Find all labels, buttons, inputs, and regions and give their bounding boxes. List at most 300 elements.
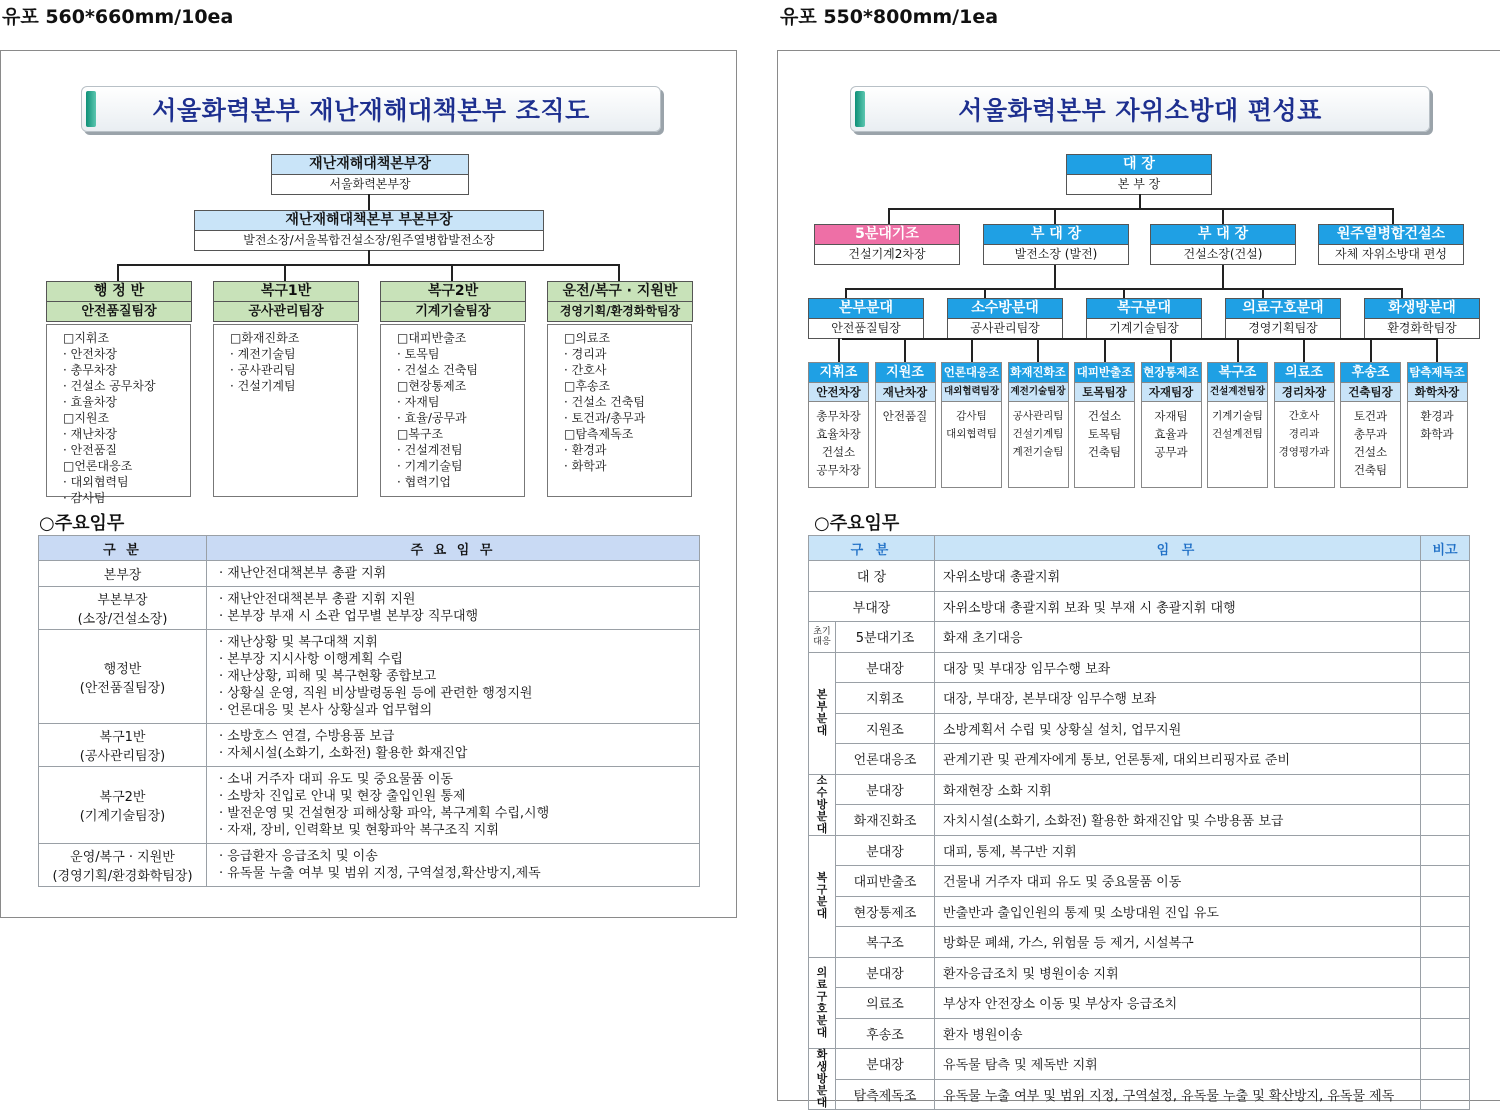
level3-title: 본부분대 — [809, 299, 923, 319]
duties-title: ○주요임무 — [814, 513, 900, 534]
team-list — [547, 324, 692, 497]
row-role: 대피반출조 — [836, 866, 935, 897]
unit-title: 후송조 — [1341, 363, 1400, 382]
row-category — [39, 767, 207, 844]
row-duty: 유독물 탐측 및 제독반 지휘 — [935, 1049, 1421, 1080]
list-item: · 총무차장 — [63, 363, 117, 377]
duty-line: · 발전운영 및 건설현장 피해상황 파악, 복구계획 수립,시행 — [219, 806, 550, 821]
level3-title: 복구분대 — [1087, 299, 1201, 319]
group-char: 대 — [816, 724, 828, 737]
list-item: □의료조 — [564, 331, 611, 345]
member-line: 건축팀 — [1087, 445, 1122, 459]
unit-members — [1275, 402, 1334, 461]
duty-line: · 소방차 진입로 안내 및 현장 출입인원 통제 — [219, 789, 466, 804]
group-char: 생 — [816, 1060, 828, 1073]
member-line: 효율과 — [1154, 427, 1188, 441]
table-row — [39, 767, 700, 844]
level2-box — [814, 224, 960, 265]
row-role: 복구조 — [836, 927, 935, 958]
group-char: 부 — [816, 700, 828, 713]
column-header: 구 분 — [39, 536, 207, 561]
table-row — [809, 683, 1470, 714]
list-item: · 효율차장 — [63, 395, 117, 409]
table-row — [809, 1049, 1470, 1080]
group-char: 구 — [816, 883, 828, 896]
list-item: · 경리과 — [564, 347, 607, 361]
connector — [971, 338, 973, 362]
group-label — [809, 774, 836, 835]
duty-line: · 유독물 누출 여부 및 범위 지정, 구역설정,확산방지,제독 — [219, 866, 541, 881]
connector — [904, 338, 906, 362]
row-note — [1421, 866, 1470, 897]
connector — [1436, 338, 1438, 362]
group-char: 의 — [816, 965, 828, 979]
row-note — [1421, 1018, 1470, 1049]
row-note — [1421, 805, 1470, 836]
group-label — [809, 652, 836, 774]
level2-sub: 발전소장 (발전) — [1014, 247, 1098, 261]
unit-card — [1340, 362, 1401, 488]
level3-title: 의료구호분대 — [1226, 299, 1340, 319]
row-category — [39, 630, 207, 724]
list-item: □탐측제독조 — [564, 427, 634, 441]
row-duty: 화재 초기대응 — [935, 622, 1421, 653]
connector — [618, 264, 620, 281]
list-item: · 안전차장 — [63, 347, 117, 361]
row-duty: 자위소방대 총괄지휘 — [935, 561, 1421, 592]
unit-leader: 건축팀장 — [1341, 382, 1400, 402]
rchief-title: 대 장 — [1067, 155, 1211, 175]
list-item: · 화학과 — [564, 459, 607, 473]
member-line: 토목팀 — [1087, 427, 1122, 441]
level2-sub: 건설소장(건설) — [1183, 247, 1263, 261]
right-caption: 유포 550*800mm/1ea — [780, 6, 999, 28]
unit-members — [876, 402, 935, 425]
member-line: 건설소 — [1353, 445, 1388, 459]
column-header: 비고 — [1421, 536, 1470, 561]
member-line: 화학과 — [1420, 427, 1454, 441]
level3-title: 화생방분대 — [1365, 299, 1479, 319]
row-duties — [207, 767, 700, 844]
table-row — [809, 561, 1470, 592]
connector — [1170, 338, 1172, 362]
table-row — [809, 805, 1470, 836]
list-item: · 안전품질 — [63, 443, 117, 457]
group-char: 소 — [816, 773, 828, 787]
banner-accent — [86, 91, 96, 127]
connector — [368, 194, 370, 210]
unit-leader: 건설계전팀장 — [1208, 382, 1267, 402]
team-box — [380, 281, 526, 322]
group-char: 분 — [816, 1084, 828, 1097]
connector — [842, 338, 1438, 340]
row-role: 탐측제독조 — [836, 1079, 935, 1110]
category-line: (기계기술팀장) — [79, 809, 166, 824]
level3-box — [1086, 298, 1202, 339]
row-role: 지원조 — [836, 713, 935, 744]
group-label — [809, 622, 836, 653]
unit-title: 의료조 — [1275, 363, 1334, 382]
list-item: · 토건과/총무과 — [564, 411, 646, 425]
connector — [1104, 338, 1106, 362]
member-line: 공무과 — [1154, 445, 1188, 459]
deputy-box — [194, 210, 544, 251]
deputy-title: 재난재해대책본부 부본부장 — [195, 211, 543, 231]
member-line: 공무차장 — [816, 463, 861, 477]
unit-card — [1274, 362, 1335, 488]
row-duty: 부상자 안전장소 이동 및 부상자 응급조치 — [935, 988, 1421, 1019]
unit-members — [1009, 402, 1068, 461]
table-row — [39, 587, 700, 630]
row-duty: 방화문 폐쇄, 가스, 위험물 등 제거, 시설복구 — [935, 927, 1421, 958]
row-duties — [207, 844, 700, 887]
group-char: 분 — [816, 895, 828, 908]
group-char: 분 — [816, 1013, 828, 1027]
group-char: 대 — [816, 907, 828, 920]
level2-title: 5분대기조 — [815, 225, 959, 245]
row-duties — [207, 587, 700, 630]
unit-leader: 계전기술팀장 — [1009, 382, 1068, 402]
unit-members — [1208, 402, 1267, 443]
row-note — [1421, 1049, 1470, 1080]
list-item: □후송조 — [564, 379, 611, 393]
row-role: 부대장 — [809, 591, 935, 622]
level3-box — [808, 298, 924, 339]
row-role: 현장통제조 — [836, 896, 935, 927]
duty-line: · 재난안전대책본부 총괄 지휘 — [219, 566, 387, 581]
row-duty: 대장 및 부대장 임무수행 보좌 — [935, 652, 1421, 683]
group-char: 료 — [816, 977, 828, 991]
list-item: □현장통제조 — [397, 379, 467, 393]
table-row — [39, 630, 700, 724]
row-note — [1421, 561, 1470, 592]
unit-title: 화재진화조 — [1009, 363, 1068, 382]
table-row — [809, 1079, 1470, 1110]
row-role: 분대장 — [836, 652, 935, 683]
category-line: 행정반 — [103, 661, 142, 677]
unit-card — [1407, 362, 1468, 488]
level2-box — [1318, 224, 1464, 265]
row-duty: 화재현장 소화 지휘 — [935, 774, 1421, 805]
row-duties — [207, 724, 700, 767]
group-char: 초기 — [813, 626, 831, 637]
category-line: 운영/복구 · 지원반 — [70, 850, 175, 865]
row-duty: 대장, 부대장, 본부대장 임무수행 보좌 — [935, 683, 1421, 714]
member-line: 건설기계팀 — [1012, 428, 1064, 440]
member-line: 공사관리팀 — [1012, 410, 1064, 422]
row-note — [1421, 744, 1470, 775]
unit-title: 지휘조 — [809, 363, 868, 382]
table-row — [39, 724, 700, 767]
duty-line: · 본부장 지시사항 이행계획 수립 — [219, 652, 403, 667]
list-item: · 자재팀 — [397, 395, 440, 409]
row-note — [1421, 957, 1470, 988]
member-line: 건설계전팀 — [1212, 428, 1263, 440]
unit-title: 지원조 — [876, 363, 935, 382]
row-note — [1421, 835, 1470, 866]
table-row — [809, 866, 1470, 897]
team-box — [213, 281, 359, 322]
row-duty: 건물내 거주자 대피 유도 및 중요물품 이동 — [935, 866, 1421, 897]
duty-line: · 자체시설(소화기, 소화전) 활용한 화재진압 — [219, 746, 468, 761]
list-item: □대피반출조 — [397, 331, 467, 345]
row-role: 5분대기조 — [836, 622, 935, 653]
connector — [1237, 338, 1239, 362]
row-category — [39, 587, 207, 630]
level3-box — [947, 298, 1063, 339]
category-line: 본부장 — [103, 568, 142, 583]
unit-leader: 화학차장 — [1408, 382, 1467, 402]
unit-card — [875, 362, 936, 488]
unit-leader: 재난차장 — [876, 382, 935, 402]
level3-sub: 공사관리팀장 — [970, 321, 1040, 335]
duty-line: · 소내 거주자 대피 유도 및 중요물품 이동 — [219, 772, 453, 787]
row-duty: 관계기관 및 관계자에게 통보, 언론통제, 대외브리핑자료 준비 — [935, 744, 1421, 775]
row-role: 분대장 — [836, 1049, 935, 1080]
category-line: (안전품질팀장) — [79, 680, 166, 696]
connector — [838, 338, 840, 362]
table-row — [809, 988, 1470, 1019]
connector — [1222, 208, 1224, 224]
connector — [451, 264, 453, 281]
duty-line: · 본부장 부재 시 소관 업무별 본부장 직무대행 — [219, 609, 479, 624]
unit-leader: 토목팀장 — [1075, 382, 1134, 402]
group-char: 대 — [816, 1025, 828, 1039]
connector — [888, 208, 1394, 210]
row-duty: 환자 병원이송 — [935, 1018, 1421, 1049]
table-row — [809, 744, 1470, 775]
row-role: 지휘조 — [836, 683, 935, 714]
team-title: 복구1반 — [214, 282, 358, 302]
team-list — [380, 324, 525, 497]
list-item: · 간호사 — [564, 363, 607, 377]
right-title-banner — [850, 86, 1430, 132]
list-item: · 기계기술팀 — [397, 459, 463, 473]
connector — [1139, 194, 1141, 208]
level3-sub: 기계기술팀장 — [1109, 321, 1179, 335]
unit-card — [808, 362, 869, 488]
row-note — [1421, 1079, 1470, 1110]
member-line: 건축팀 — [1353, 463, 1388, 477]
list-item: · 환경과 — [564, 443, 607, 457]
connector — [1037, 338, 1039, 362]
connector — [368, 250, 370, 265]
list-item: · 효율/공무과 — [397, 411, 467, 425]
duties-title: ○주요임무 — [39, 513, 125, 534]
row-role: 대 장 — [809, 561, 935, 592]
list-item: · 건설소 공무차장 — [63, 379, 156, 393]
unit-card — [1141, 362, 1202, 488]
list-item: · 감사팀 — [63, 491, 106, 505]
row-note — [1421, 622, 1470, 653]
connector — [117, 264, 620, 266]
connector — [888, 208, 890, 224]
unit-members — [809, 402, 868, 479]
duty-line: · 재난상황, 피해 및 복구현황 종합보고 — [219, 669, 437, 684]
group-char: 방 — [816, 797, 828, 811]
list-item: □지원조 — [63, 411, 110, 425]
row-duties — [207, 630, 700, 724]
member-line: 효율차장 — [816, 427, 861, 441]
duty-line: · 응급환자 응급조치 및 이송 — [219, 849, 378, 864]
row-role: 분대장 — [836, 774, 935, 805]
category-line: (소장/건설소장) — [77, 612, 168, 627]
table-row — [39, 561, 700, 587]
level2-box — [983, 224, 1129, 265]
table-row — [809, 896, 1470, 927]
right-title: 서울화력본부 자위소방대 편성표 — [958, 96, 1322, 125]
unit-leader: 경리차장 — [1275, 382, 1334, 402]
table-row — [809, 591, 1470, 622]
row-role: 화재진화조 — [836, 805, 935, 836]
unit-members — [1341, 402, 1400, 479]
row-duty: 자위소방대 총괄지휘 보좌 및 부재 시 총괄지휘 대행 — [935, 591, 1421, 622]
level3-box — [1225, 298, 1341, 339]
row-note — [1421, 927, 1470, 958]
row-duty: 유독물 누출 여부 및 범위 지정, 구역설정, 유독물 누출 및 확산방지, 유독물 제독 — [935, 1079, 1421, 1110]
row-note — [1421, 713, 1470, 744]
level3-title: 소수방분대 — [948, 299, 1062, 319]
connector — [284, 264, 286, 281]
member-line: 계전기술팀 — [1012, 446, 1064, 458]
banner-accent — [855, 91, 865, 127]
connector — [1054, 208, 1056, 224]
member-line: 자재팀 — [1154, 409, 1188, 423]
unit-card — [941, 362, 1002, 488]
left-title: 서울화력본부 재난재해대책본부 조직도 — [152, 96, 590, 125]
member-line: 건설소 — [1087, 409, 1122, 423]
level3-sub: 환경화학팀장 — [1387, 321, 1457, 335]
unit-card — [1074, 362, 1135, 488]
category-line: (공사관리팀장) — [79, 749, 166, 764]
group-char: 복 — [816, 871, 828, 884]
level2-sub: 자체 자위소방대 편성 — [1335, 247, 1447, 261]
unit-title: 대피반출조 — [1075, 363, 1134, 382]
duty-line: · 재난상황 및 복구대책 지휘 — [219, 635, 378, 650]
row-duty: 환자응급조치 및 병원이송 지휘 — [935, 957, 1421, 988]
unit-leader: 자재팀장 — [1142, 382, 1201, 402]
list-item: · 건설소 건축팀 — [564, 395, 645, 409]
row-role: 후송조 — [836, 1018, 935, 1049]
right-duties-table — [808, 535, 1470, 1110]
row-duty: 반출반과 출입인원의 통제 및 소방대원 진입 유도 — [935, 896, 1421, 927]
level2-title: 부 대 장 — [1151, 225, 1295, 245]
deputy-sub: 발전소장/서울복합건설소장/원주열병합발전소장 — [243, 233, 495, 247]
table-row — [809, 927, 1470, 958]
connector — [1222, 265, 1224, 289]
member-line: 감사팀 — [956, 410, 987, 422]
unit-members — [942, 402, 1001, 443]
unit-leader: 안전차장 — [809, 382, 868, 402]
group-char: 방 — [816, 1072, 828, 1085]
team-list — [46, 324, 191, 505]
chief-box — [271, 154, 469, 195]
group-char: 대응 — [813, 636, 831, 647]
team-sub: 기계기술팀장 — [381, 302, 525, 321]
category-line: 부본부장 — [97, 593, 148, 608]
group-label — [809, 1049, 836, 1110]
row-note — [1421, 896, 1470, 927]
table-row — [809, 622, 1470, 653]
list-item: □복구조 — [397, 427, 444, 441]
team-sub: 경영기획/환경화학팀장 — [548, 302, 692, 321]
row-duty: 대피, 통제, 복구반 지휘 — [935, 835, 1421, 866]
list-item: · 계전기술팀 — [230, 347, 296, 361]
category-line: 복구2반 — [99, 790, 146, 805]
team-title: 복구2반 — [381, 282, 525, 302]
list-item: □언론대응조 — [63, 459, 133, 473]
row-note — [1421, 683, 1470, 714]
duty-line: · 상황실 운영, 직원 비상발령동원 등에 관련한 행정지원 — [219, 686, 533, 701]
row-category — [39, 561, 207, 587]
list-item: · 대외협력팀 — [63, 475, 129, 489]
group-char: 구 — [816, 989, 828, 1003]
table-row — [809, 652, 1470, 683]
row-category — [39, 724, 207, 767]
row-role: 분대장 — [836, 957, 935, 988]
member-line: 건설소 — [821, 445, 856, 459]
unit-title: 탐측제독조 — [1408, 363, 1467, 382]
unit-title: 현장통제조 — [1142, 363, 1201, 382]
connector — [117, 264, 119, 281]
team-list — [213, 324, 358, 497]
table-row — [809, 713, 1470, 744]
member-line: 환경과 — [1420, 409, 1454, 423]
group-label — [809, 957, 836, 1049]
left-title-banner — [81, 86, 661, 132]
unit-leader: 대외협력팀장 — [942, 382, 1001, 402]
team-box — [46, 281, 192, 322]
unit-title: 복구조 — [1208, 363, 1267, 382]
row-role: 언론대응조 — [836, 744, 935, 775]
duty-line: · 언론대응 및 본사 상황실과 업무협의 — [219, 703, 433, 718]
duty-line: · 자재, 장비, 인력확보 및 현황파악 복구조직 지휘 — [219, 823, 499, 838]
group-char: 본 — [816, 688, 828, 701]
row-duty: 자치시설(소화기, 소화전) 활용한 화재진압 및 수방용품 보급 — [935, 805, 1421, 836]
row-role: 의료조 — [836, 988, 935, 1019]
group-char: 대 — [816, 1096, 828, 1109]
duty-line: · 재난안전대책본부 총괄 지휘 지원 — [219, 592, 416, 607]
group-char: 화 — [816, 1048, 828, 1061]
group-char: 수 — [816, 785, 828, 799]
category-line: (경영기획/환경화학팀장) — [52, 869, 193, 884]
group-char: 호 — [816, 1001, 828, 1015]
unit-members — [1408, 402, 1467, 443]
table-row — [809, 774, 1470, 805]
rchief-box — [1066, 154, 1212, 195]
list-item: · 재난차장 — [63, 427, 117, 441]
member-line: 경리과 — [1288, 428, 1320, 440]
level2-title: 부 대 장 — [984, 225, 1128, 245]
unit-title: 언론대응조 — [942, 363, 1001, 382]
group-label — [809, 835, 836, 957]
team-title: 운전/복구 · 지원반 — [548, 282, 692, 302]
chief-sub: 서울화력본부장 — [329, 177, 411, 191]
table-row — [809, 835, 1470, 866]
team-box — [547, 281, 693, 322]
level3-sub: 안전품질팀장 — [831, 321, 901, 335]
left-panel — [0, 50, 737, 918]
member-line: 간호사 — [1288, 410, 1320, 422]
unit-members — [1075, 402, 1134, 461]
column-header: 구 분 — [809, 536, 935, 561]
column-header: 임 무 — [935, 536, 1421, 561]
row-note — [1421, 988, 1470, 1019]
unit-card — [1207, 362, 1268, 488]
list-item: □지휘조 — [63, 331, 110, 345]
left-caption: 유포 560*660mm/10ea — [2, 6, 234, 28]
connector — [1303, 338, 1305, 362]
